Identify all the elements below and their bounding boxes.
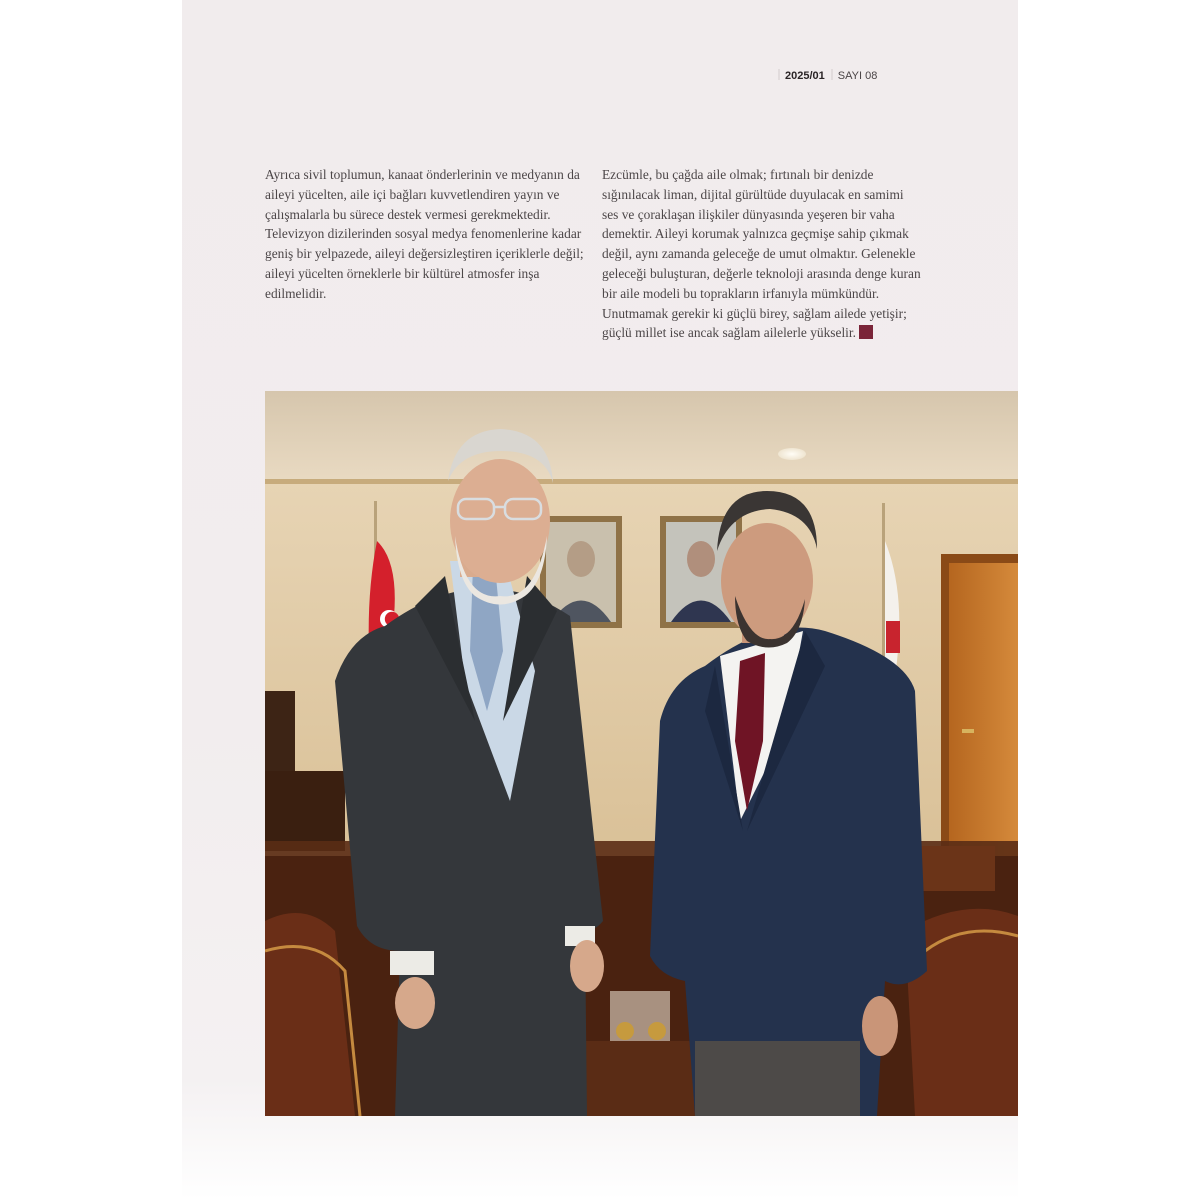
- article-paragraph: Ayrıca sivil toplumun, kanaat önderlerinin ve medyanın da aileyi yücelten, aile içi bağları kuvvetlendiren yayın ve çalışmalarla bu sürece destek vermesi gerekmektedir. Televizyon dizilerinden sosyal medya fenomenlerine kadar geniş bir yelpazede, aileyi değersizleştiren içeriklerle değil; aileyi yücelten örneklerle bir kültürel atmosfer inşa edilmelidir.: [265, 167, 584, 301]
- issue-year: 2025/01: [785, 70, 825, 82]
- photo-illustration: [265, 391, 1018, 1116]
- issue-number: SAYI 08: [837, 70, 878, 82]
- article-column-left: [265, 165, 585, 304]
- article-text: Ezcümle, bu çağda aile olmak; fırtınalı bir denizde sığınılacak liman, dijital gürültüde duyulacak en samimi ses ve çoraklaşan ilişkiler dünyasında yeşeren bir vaha demektir. Aileyi korumak yalnızca geçmişe sahip çıkmak değil, aynı zamanda geleceğe de umut olmaktır. Gelenekle geleceği buluşturan, değerle teknoloji arasında denge kuran bir aile modeli bu toprakların irfanıyla mümkündür. Unutmamak gerekir ki güçlü birey, sağlam ailede yetişir; güçlü millet ise ancak sağlam ailelerle yükselir.: [602, 167, 921, 341]
- magazine-page: [182, 0, 1018, 1200]
- issue-label: [778, 69, 877, 82]
- article-column-right: [602, 165, 922, 343]
- issue-divider: [831, 69, 833, 80]
- issue-divider: [778, 69, 780, 80]
- article-end-mark: [859, 325, 873, 339]
- ceiling: [265, 391, 1018, 486]
- article-photo: [265, 391, 1018, 1116]
- ceiling-light: [778, 448, 806, 460]
- article-paragraph: [602, 165, 922, 343]
- crown-molding: [265, 479, 1018, 484]
